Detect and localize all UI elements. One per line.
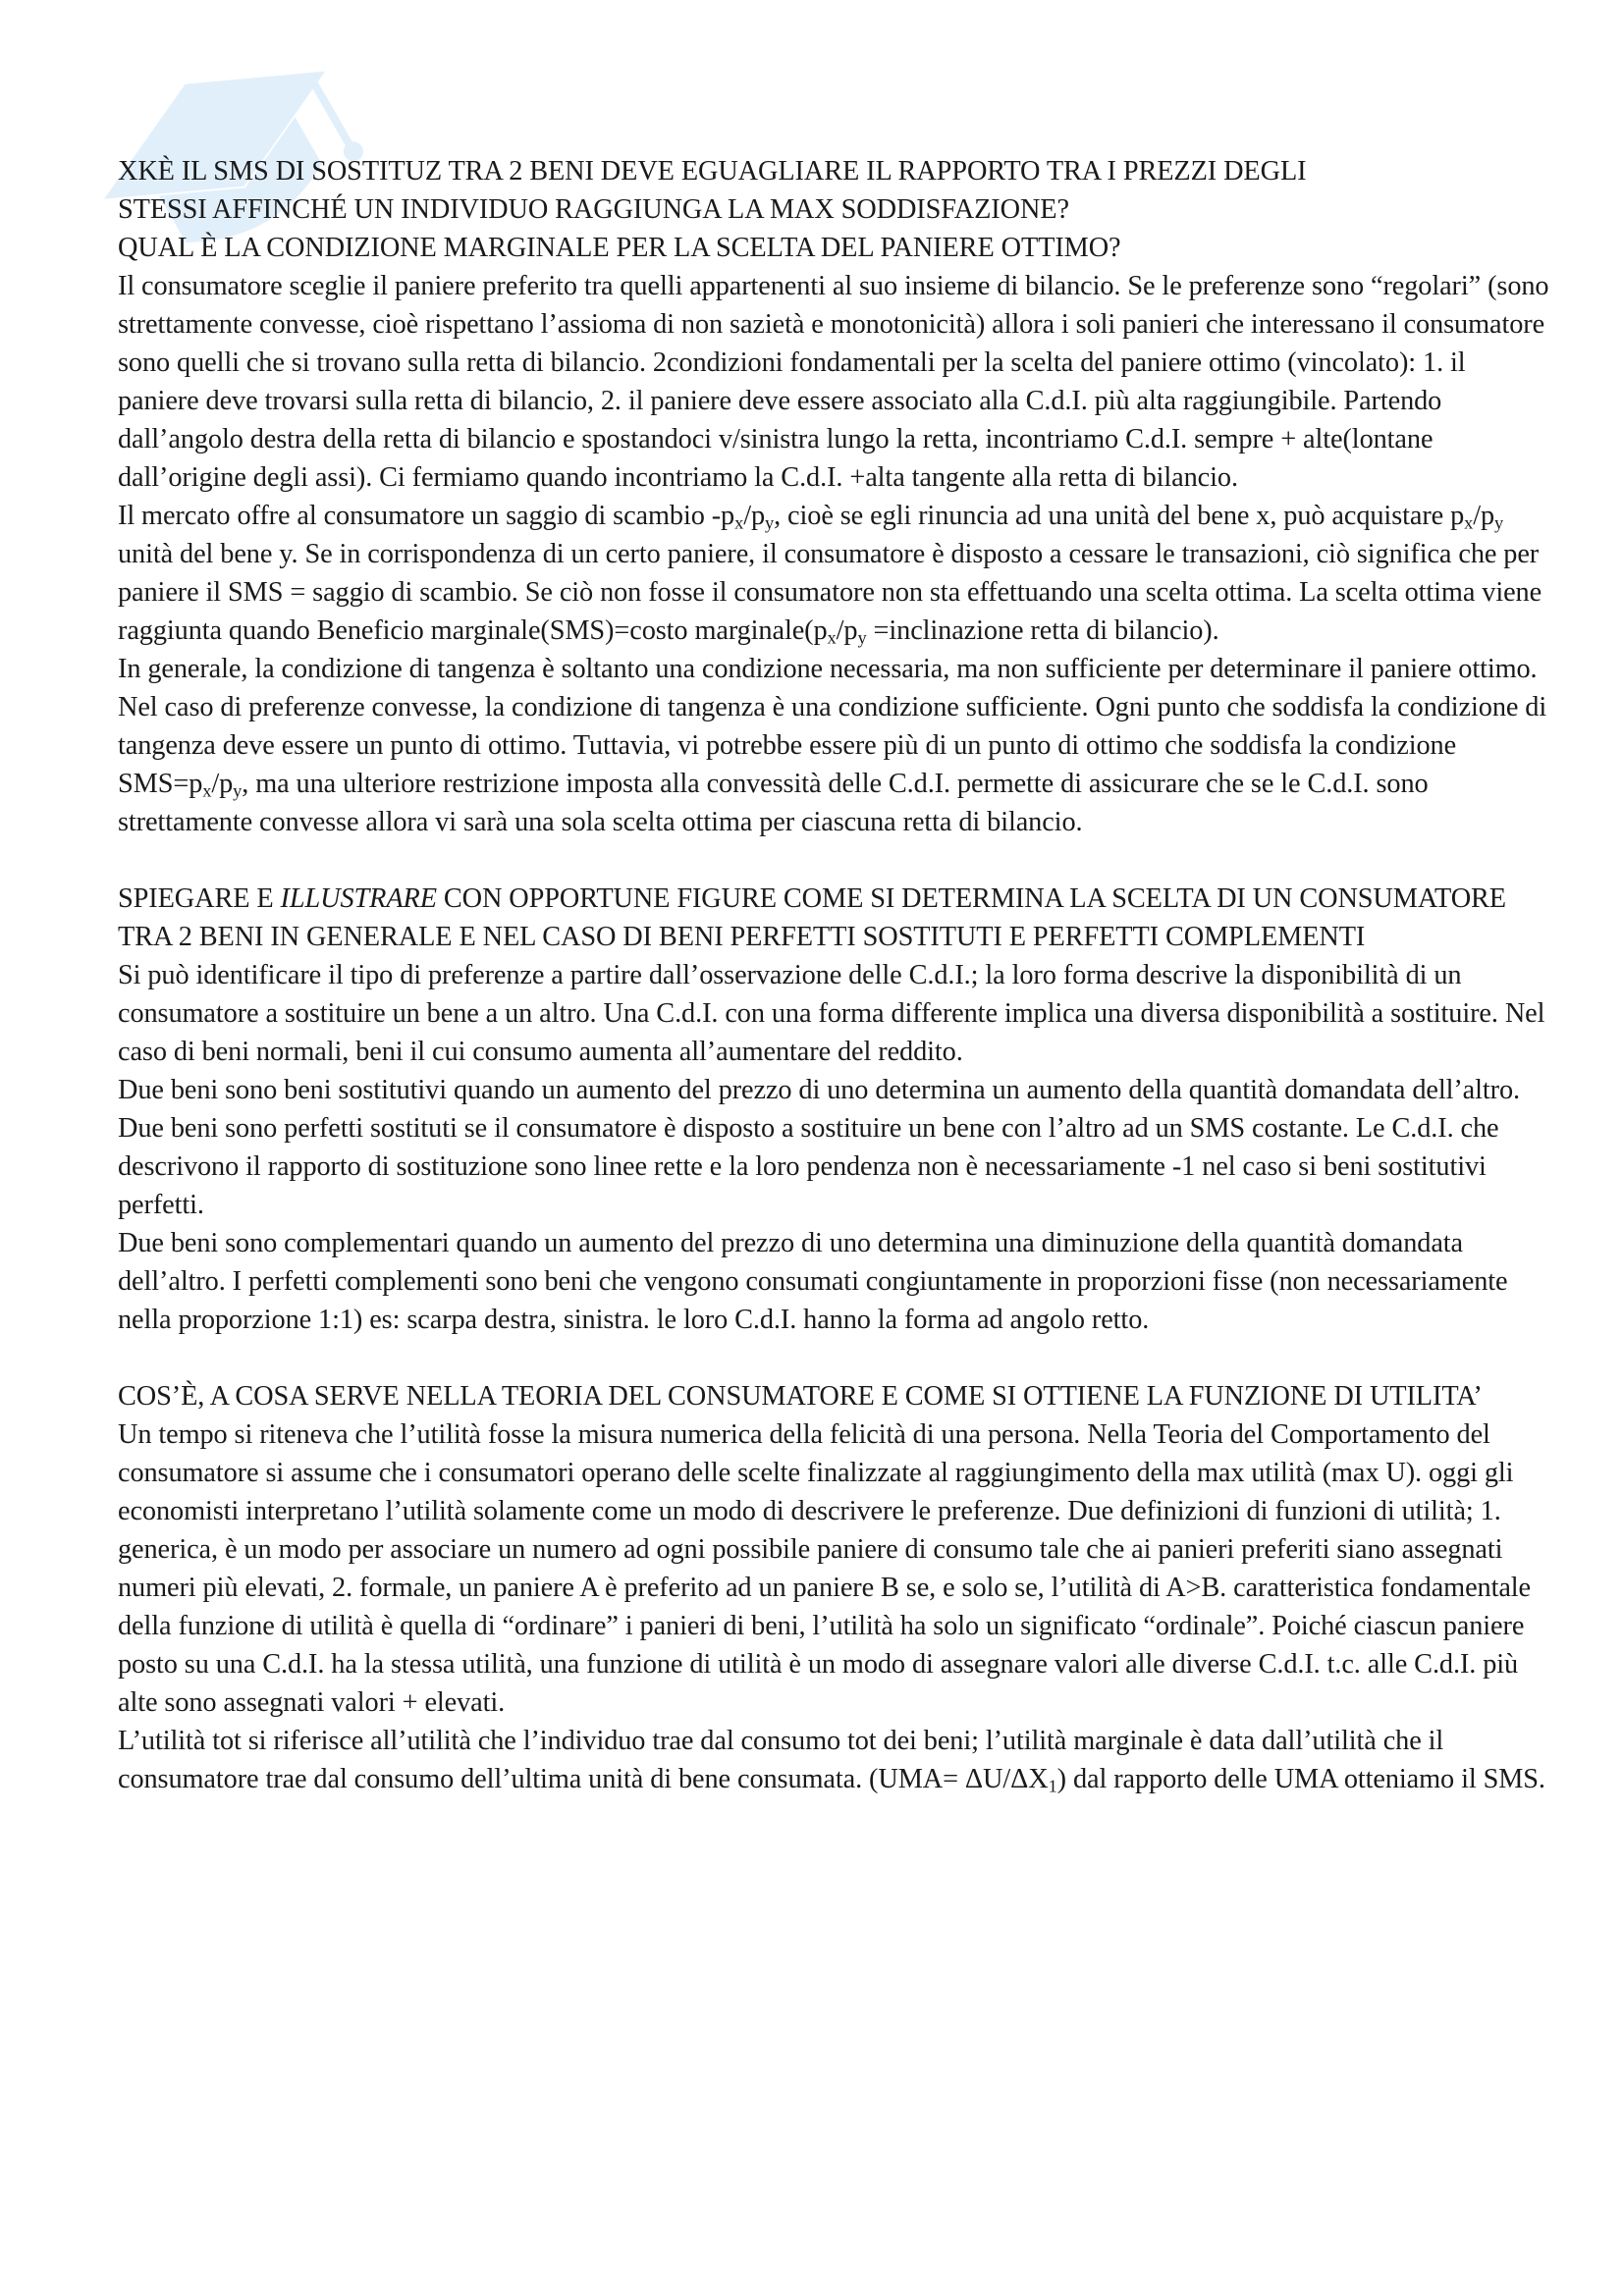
paragraph: Si può identificare il tipo di preferenze a partire dall’osservazione delle C.d.I.; la loro forma descrive la disponibilità di un consumatore a sostituire un bene a un altro. Una C.d.I. con una forma differente implica una diversa disponibilità a sostituire. Nel caso di beni normali, beni il cui consumo aumenta all’aumentare del reddito. xyxy=(118,960,1545,1067)
paragraph: In generale, la condizione di tangenza è soltanto una condizione necessaria, ma non sufficiente per determinare il paniere ottimo. Nel caso di preferenze convesse, la condizione di tangenza è una condizione sufficiente. Ogni punto che soddisfa la condizione di tangenza deve essere un punto di ottimo. Tuttavia, vi potrebbe essere più di un punto di ottimo che soddisfa la condizione $SMS=p_x/p_y$, ma una ulteriore restrizione imposta alla convessità delle C.d.I. permette di assicurare che se le C.d.I. sono strettamente convesse allora vi sarà una sola scelta ottima per ciascuna retta di bilancio. xyxy=(118,654,1547,837)
section-heading xyxy=(118,152,1551,267)
heading-line: STESSI AFFINCHÉ UN INDIVIDUO RAGGIUNGA LA MAX SODDISFAZIONE? xyxy=(118,194,1069,225)
section-sms-condition xyxy=(118,152,1551,841)
section-utility-function xyxy=(118,1377,1551,1798)
section-heading: COS’È, A COSA SERVE NELLA TEORIA DEL CONSUMATORE E COME SI OTTIENE LA FUNZIONE DI UTILITA’ xyxy=(118,1381,1483,1412)
section-consumer-choice xyxy=(118,880,1551,1339)
paragraph: L’utilità tot si riferisce all’utilità che l’individuo trae dal consumo tot dei beni; l’utilità marginale è data dall’utilità che il consumatore trae dal consumo dell’ultima unità di bene consumata. $(UMA= \Delta U/\Delta X_1)$ dal rapporto delle UMA otteniamo il SMS. xyxy=(118,1726,1545,1796)
paragraph: Un tempo si riteneva che l’utilità fosse la misura numerica della felicità di una persona. Nella Teoria del Comportamento del consumatore si assume che i consumatori operano delle scelte finalizzate al raggiungimento della max utilità (max U). oggi gli economisti interpretano l’utilità solamente come un modo di descrivere le preferenze. Due definizioni di funzioni di utilità; 1. generica, è un modo per associare un numero ad ogni possibile paniere di consumo tale che ai panieri preferiti siano assegnati numeri più elevati, 2. formale, un paniere A è preferito ad un paniere B se, e solo se, l’utilità di A>B. caratteristica fondamentale della funzione di utilità è quella di “ordinare” i panieri di beni, l’utilità ha solo un significato “ordinale”. Poiché ciascun paniere posto su una C.d.I. ha la stessa utilità, una funzione di utilità è un modo di assegnare valori alle diverse C.d.I. t.c. alle C.d.I. più alte sono assegnati valori + elevati. xyxy=(118,1419,1532,1718)
paragraph: Due beni sono beni sostitutivi quando un aumento del prezzo di uno determina un aumento della quantità domandata dell’altro. Due beni sono perfetti sostituti se il consumatore è disposto a sostituire un bene con l’altro ad un SMS costante. Le C.d.I. che descrivono il rapporto di sostituzione sono linee rette e la loro pendenza non è necessariamente -1 nel caso si beni sostitutivi perfetti. xyxy=(118,1075,1521,1220)
section-heading: SPIEGARE E ILLUSTRARE CON OPPORTUNE FIGURE COME SI DETERMINA LA SCELTA DI UN CONSUMATORE TRA 2 BENI IN GENERALE E NEL CASO DI BENI PERFETTI SOSTITUTI E PERFETTI COMPLEMENTI xyxy=(118,883,1506,952)
heading-line: QUAL È LA CONDIZIONE MARGINALE PER LA SCELTA DEL PANIERE OTTIMO? xyxy=(118,233,1121,263)
heading-line: XKÈ IL SMS DI SOSTITUZ TRA 2 BENI DEVE EGUAGLIARE IL RAPPORTO TRA I PREZZI DEGLI xyxy=(118,156,1307,187)
document-body xyxy=(118,152,1551,1837)
paragraph: Il mercato offre al consumatore un saggio di scambio $-p_x/p_y$, cioè se egli rinuncia ad una unità del bene x, può acquistare $p_x/p_y$ unità del bene y. Se in corrispondenza di un certo paniere, il consumatore è disposto a cessare le transazioni, ciò significa che per paniere il SMS = saggio di scambio. Se ciò non fosse il consumatore non sta effettuando una scelta ottima. La scelta ottima viene raggiunta quando Beneficio marginale(SMS)=costo $marginale(p_x/p_y$ =inclinazione retta di bilancio). xyxy=(118,501,1542,648)
paragraph: Due beni sono complementari quando un aumento del prezzo di uno determina una diminuzione della quantità domandata dell’altro. I perfetti complementi sono beni che vengono consumati congiuntamente in proporzioni fisse (non necessariamente nella proporzione 1:1) es: scarpa destra, sinistra. le loro C.d.I. hanno la forma ad angolo retto. xyxy=(118,1228,1508,1335)
paragraph: Il consumatore sceglie il paniere preferito tra quelli appartenenti al suo insieme di bilancio. Se le preferenze sono “regolari” (sono strettamente convesse, cioè rispettano l’assioma di non sazietà e monotonicità) allora i soli panieri che interessano il consumatore sono quelli che si trovano sulla retta di bilancio. 2condizioni fondamentali per la scelta del paniere ottimo (vincolato): 1. il paniere deve trovarsi sulla retta di bilancio, 2. il paniere deve essere associato alla C.d.I. più alta raggiungibile. Partendo dall’angolo destra della retta di bilancio e spostandoci v/sinistra lungo la retta, incontriamo C.d.I. sempre + alte(lontane dall’origine degli assi). Ci fermiamo quando incontriamo la C.d.I. +alta tangente alla retta di bilancio. xyxy=(118,271,1549,493)
